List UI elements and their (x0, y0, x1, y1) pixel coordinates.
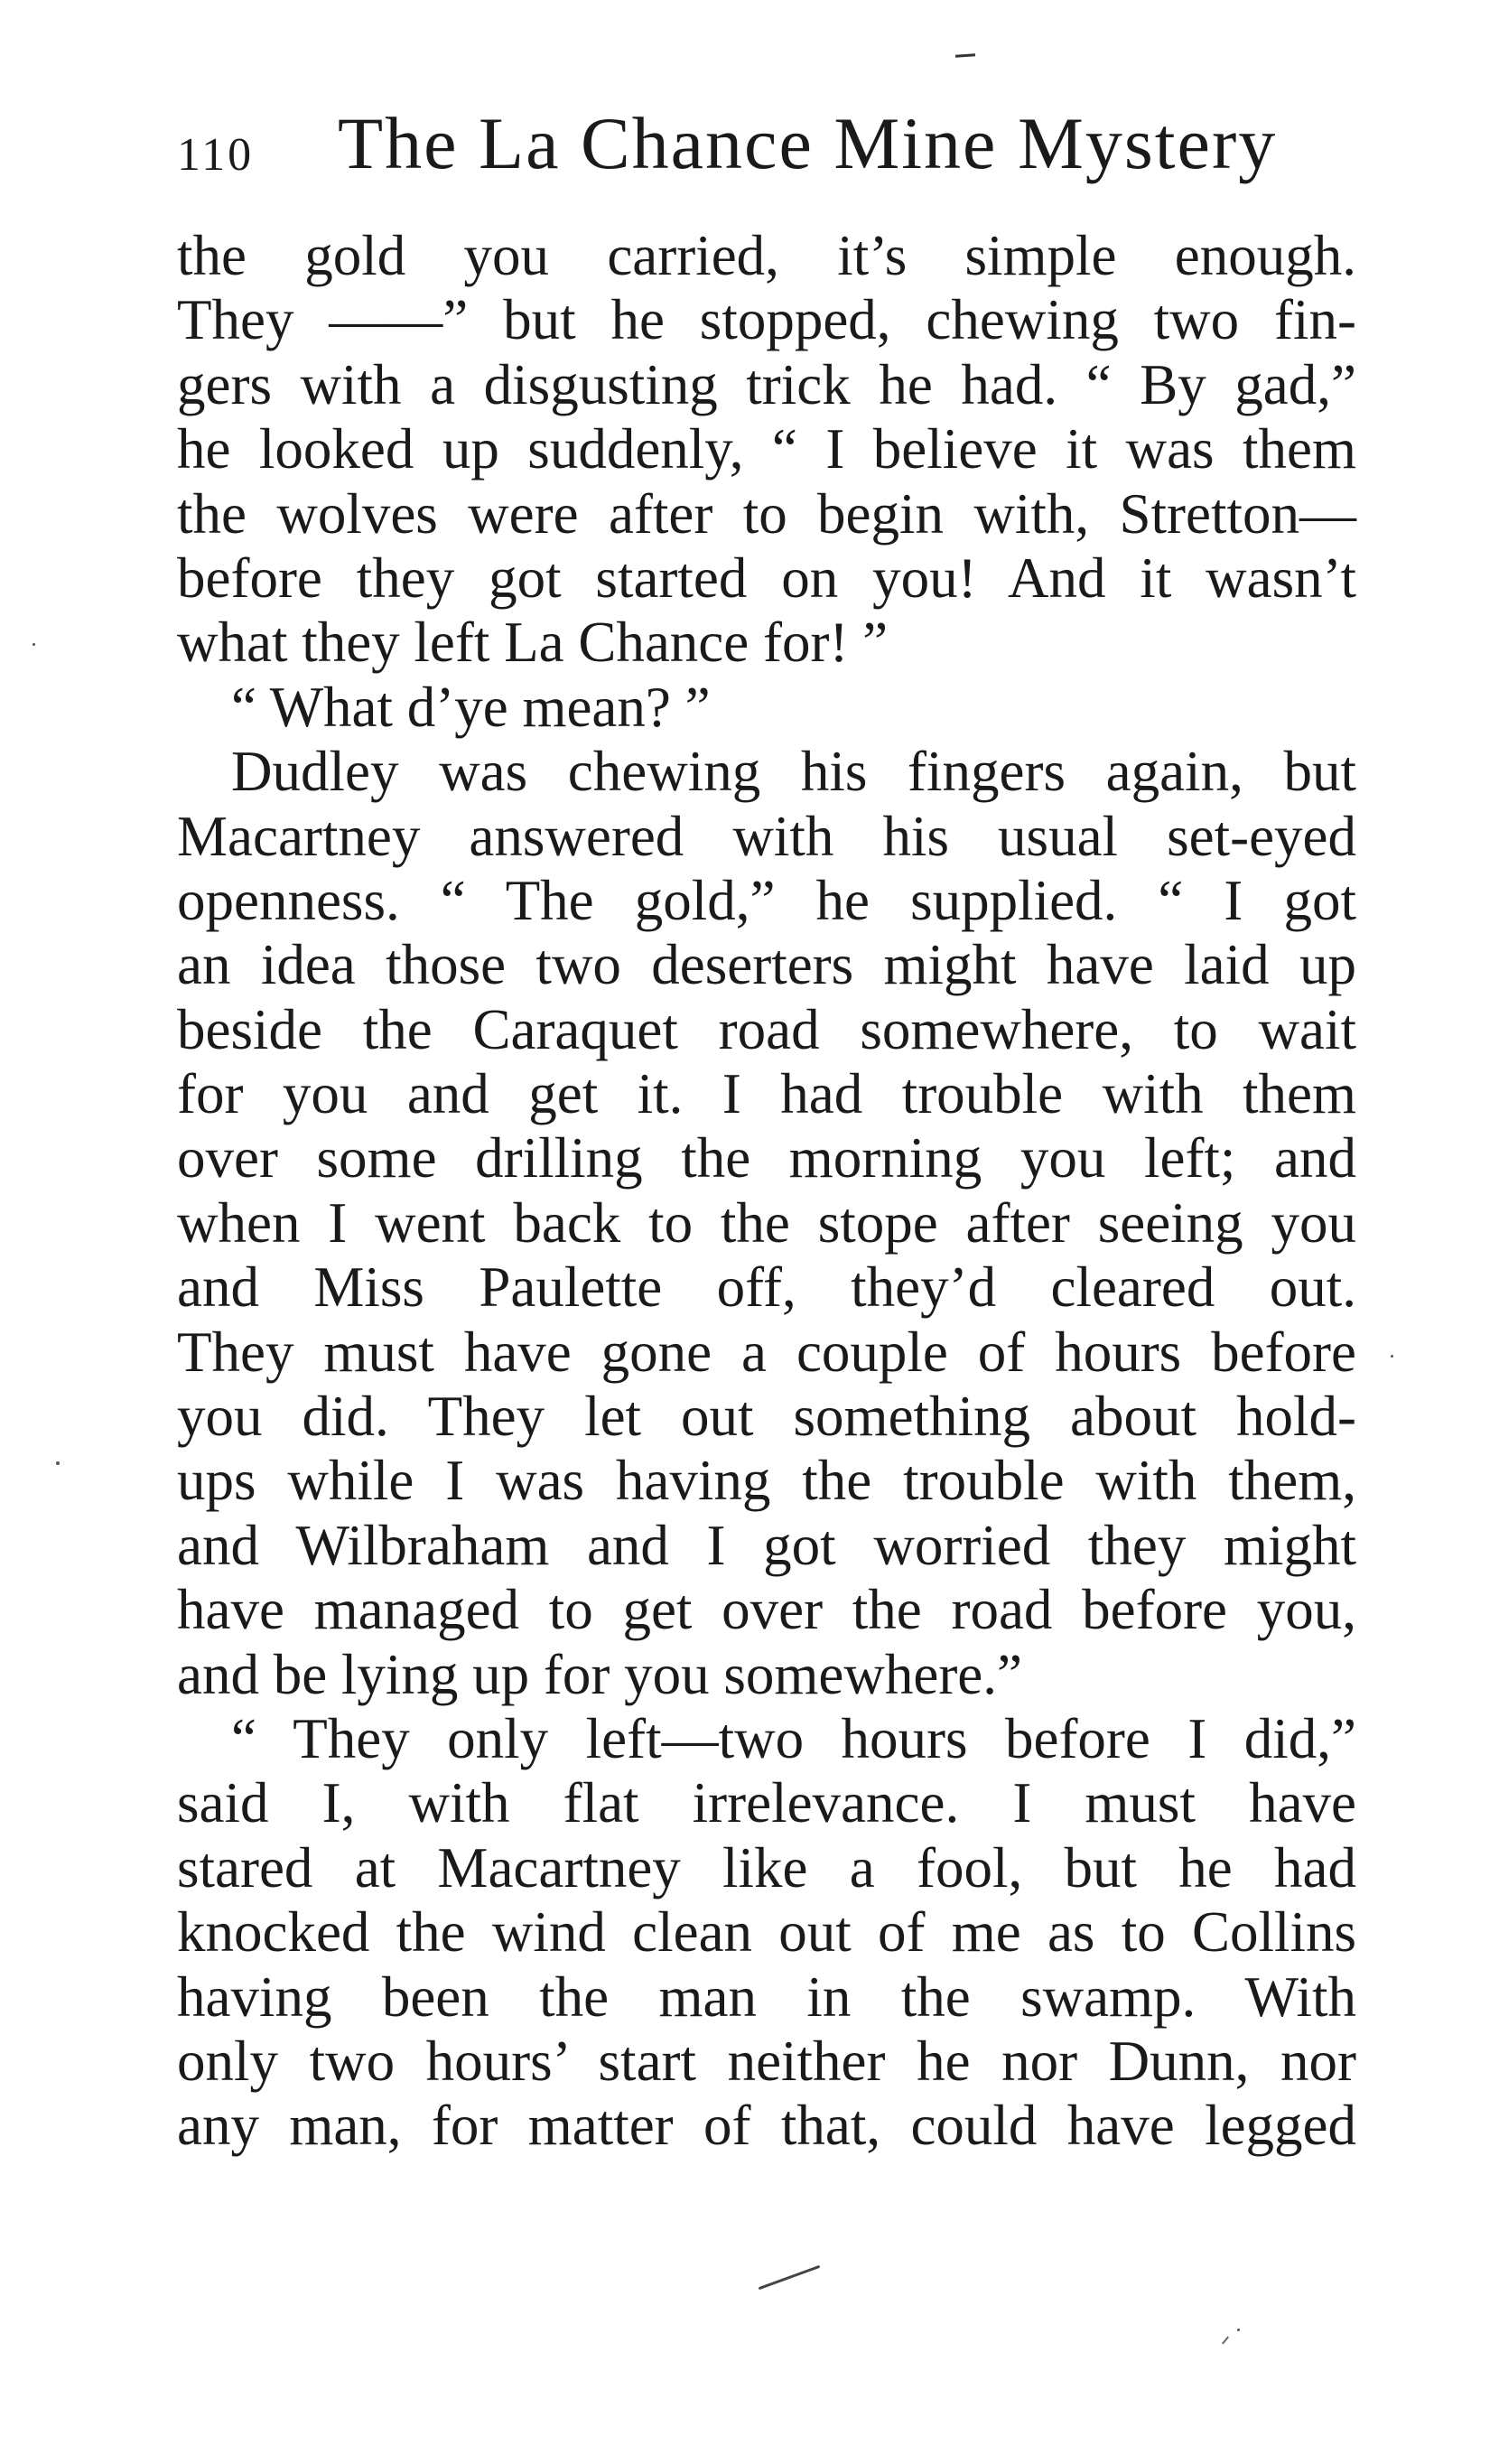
text-line: he looked up suddenly, “ I believe it was them (177, 417, 1356, 481)
text-line: They must have gone a couple of hours before (177, 1320, 1356, 1384)
text-line: before they got started on you! And it wasn’t (177, 546, 1356, 610)
text-line: ups while I was having the trouble with them, (177, 1449, 1356, 1513)
text-line: knocked the wind clean out of me as to Collins (177, 1900, 1356, 1965)
print-speck (33, 643, 35, 646)
text-line: any man, for matter of that, could have legged (177, 2094, 1356, 2158)
text-line: for you and get it. I had trouble with them (177, 1062, 1356, 1126)
text-line: beside the Caraquet road somewhere, to wait (177, 997, 1356, 1061)
print-speck (1237, 2329, 1240, 2331)
text-line: stared at Macartney like a fool, but he had (177, 1835, 1356, 1899)
text-line: and Wilbraham and I got worried they might (177, 1513, 1356, 1577)
print-mark (759, 2265, 821, 2290)
text-line: and be lying up for you somewhere.” (177, 1642, 1022, 1706)
text-line: openness. “ The gold,” he supplied. “ I got (177, 868, 1356, 932)
print-speck (1391, 1355, 1393, 1358)
print-speck (56, 1461, 60, 1465)
print-mark (1222, 2337, 1229, 2345)
text-line: said I, with flat irrelevance. I must have (177, 1771, 1356, 1835)
text-line: over some drilling the morning you left; and (177, 1126, 1356, 1190)
text-line: you did. They let out something about hold- (177, 1385, 1356, 1449)
text-line: the gold you carried, it’s simple enough. (177, 224, 1356, 287)
print-mark (955, 53, 975, 58)
text-line: the wolves were after to begin with, Stretton— (177, 481, 1356, 546)
text-line: “ What d’ye mean? ” (231, 675, 711, 739)
text-line: gers with a disgusting trick he had. “ By gad,” (177, 352, 1356, 416)
text-line: “ They only left—two hours before I did,” (231, 1706, 1356, 1770)
text-line: an idea those two deserters might have laid up (177, 933, 1356, 997)
running-title: The La Chance Mine Mystery (338, 102, 1278, 184)
text-line: when I went back to the stope after seeing you (177, 1190, 1356, 1255)
page-number: 110 (177, 129, 255, 181)
page-header (177, 102, 1351, 197)
text-line: and Miss Paulette off, they’d cleared out. (177, 1255, 1356, 1320)
text-line: They ——” but he stopped, chewing two fin- (177, 288, 1356, 352)
text-line: only two hours’ start neither he nor Dunn, nor (177, 2029, 1356, 2093)
text-line: Dudley was chewing his fingers again, but (231, 740, 1356, 804)
text-line: what they left La Chance for! ” (177, 611, 889, 675)
text-line: Macartney answered with his usual set-eyed (177, 804, 1356, 868)
body-text (177, 224, 1356, 2159)
text-line: having been the man in the swamp. With (177, 1965, 1356, 2029)
text-line: have managed to get over the road before you, (177, 1578, 1356, 1642)
